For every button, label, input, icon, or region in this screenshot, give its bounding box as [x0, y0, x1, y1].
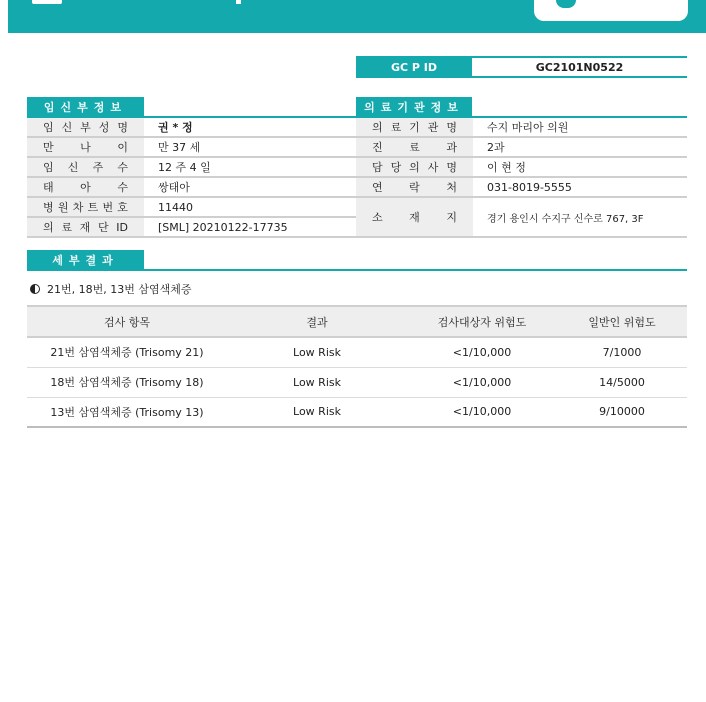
key-char: 명	[446, 121, 457, 134]
company-logo	[534, 0, 688, 21]
key-char: 원	[57, 201, 69, 214]
cell-result: Low Risk	[227, 367, 407, 397]
institution-info-value: 수지 마리아 의원	[487, 121, 569, 134]
key-char: 수	[117, 161, 128, 174]
key-char: 수	[117, 181, 128, 194]
half-circle-icon	[30, 284, 40, 294]
key-char: 병	[43, 201, 54, 214]
key-char: 료	[390, 121, 402, 134]
key-char: 재	[79, 221, 91, 234]
key-char: 호	[117, 201, 128, 214]
patient-info-value: 11440	[158, 200, 193, 214]
key-char: 이	[117, 141, 128, 154]
patient-info-key	[27, 118, 144, 136]
key-char: 만	[43, 141, 54, 154]
cell-result: Low Risk	[227, 337, 407, 367]
key-char: 담	[372, 161, 383, 174]
patient-info-key	[27, 198, 144, 216]
banner-logo-fragment	[32, 0, 62, 4]
key-char: 소	[372, 211, 383, 224]
key-char: 연	[372, 181, 383, 194]
institution-info-row	[356, 178, 687, 198]
cell-general-risk: 7/1000	[557, 337, 687, 367]
key-char: 임	[43, 161, 54, 174]
result-header-row	[27, 306, 687, 337]
cell-general-risk: 9/10000	[557, 397, 687, 427]
patient-info-tab: 임신부정보	[27, 97, 144, 116]
cell-subject-risk: <1/10,000	[407, 337, 557, 367]
institution-info-key	[356, 158, 473, 176]
key-char: 명	[117, 121, 128, 134]
table-row	[27, 397, 687, 427]
institution-info-tab: 의료기관정보	[356, 97, 472, 116]
key-char: 락	[409, 181, 420, 194]
cell-result: Low Risk	[227, 397, 407, 427]
key-char: 료	[61, 221, 72, 234]
key-char: 번	[102, 201, 114, 214]
key-char: 재	[409, 211, 420, 224]
key-char: 처	[446, 181, 457, 194]
column-header: 일반인 위험도	[557, 306, 687, 337]
cell-item: 13번 삼염색체증 (Trisomy 13)	[27, 397, 227, 427]
key-char: 의	[409, 161, 420, 174]
cell-item: 21번 삼염색체증 (Trisomy 21)	[27, 337, 227, 367]
institution-info-value: 이 현 정	[487, 161, 526, 174]
key-char: 지	[446, 211, 457, 224]
patient-info-row	[27, 178, 357, 198]
institution-info-row	[356, 198, 687, 238]
patient-info-value: 쌍태아	[158, 181, 190, 194]
patient-info-value: 권 * 정	[158, 121, 193, 134]
institution-info-row	[356, 158, 687, 178]
institution-info-row	[356, 138, 687, 158]
key-char: 단	[97, 221, 109, 234]
institution-info-value: 2과	[487, 141, 505, 154]
gcp-id-box	[356, 56, 687, 78]
patient-info-row	[27, 138, 357, 158]
cell-subject-risk: <1/10,000	[407, 397, 557, 427]
patient-info-value: 만 37 세	[158, 141, 201, 154]
column-header: 검사대상자 위험도	[407, 306, 557, 337]
key-char: 신	[67, 161, 79, 174]
key-char: 의	[43, 221, 54, 234]
key-char: 성	[98, 121, 110, 134]
banner-divider-fragment	[236, 0, 241, 4]
institution-info-key	[356, 198, 473, 236]
logo-mark-icon	[556, 0, 576, 8]
institution-info-key	[356, 118, 473, 136]
institution-info-key	[356, 178, 473, 196]
institution-info-key	[356, 138, 473, 156]
result-table	[27, 305, 687, 428]
patient-info-key	[27, 158, 144, 176]
details-underline	[27, 269, 687, 271]
gcp-id-value: GC2101N0522	[535, 60, 624, 74]
details-bullet	[30, 281, 191, 297]
key-char: 차	[72, 201, 84, 214]
gcp-id-label: GC P ID	[356, 58, 472, 76]
patient-info-key	[27, 138, 144, 156]
key-char: 주	[92, 161, 104, 174]
key-char: 과	[446, 141, 457, 154]
cell-general-risk: 14/5000	[557, 367, 687, 397]
table-row	[27, 367, 687, 397]
key-char: 당	[390, 161, 402, 174]
key-char: 료	[409, 141, 420, 154]
key-char: 관	[427, 121, 439, 134]
top-banner	[8, 0, 706, 33]
institution-info-value: 031-8019-5555	[487, 180, 572, 194]
details-tab: 세부결과	[27, 250, 144, 269]
patient-info-key	[27, 178, 144, 196]
cell-item: 18번 삼염색체증 (Trisomy 18)	[27, 367, 227, 397]
patient-info-row	[27, 158, 357, 178]
key-char: 아	[80, 181, 91, 194]
institution-info-table	[356, 118, 687, 238]
key-char: 기	[409, 121, 420, 134]
key-char: 임	[43, 121, 54, 134]
cell-subject-risk: <1/10,000	[407, 367, 557, 397]
key-char: 의	[372, 121, 383, 134]
patient-info-table	[27, 118, 357, 238]
details-bullet-text: 21번, 18번, 13번 삼염색체증	[47, 283, 192, 296]
patient-info-value: [SML] 20210122-17735	[158, 220, 288, 234]
patient-info-row	[27, 118, 357, 138]
key-char: 부	[80, 121, 91, 134]
patient-info-key	[27, 218, 144, 236]
patient-info-row	[27, 218, 357, 238]
key-char: ID	[116, 220, 128, 234]
patient-info-value: 12 주 4 일	[158, 161, 211, 174]
key-char: 태	[43, 181, 54, 194]
institution-info-row	[356, 118, 687, 138]
key-char: 신	[61, 121, 73, 134]
column-header: 결과	[227, 306, 407, 337]
institution-info-value: 경기 용인시 수지구 신수로 767, 3F	[487, 213, 644, 225]
key-char: 명	[446, 161, 457, 174]
key-char: 트	[87, 201, 99, 214]
key-char: 나	[80, 141, 91, 154]
key-char: 사	[427, 161, 439, 174]
column-header: 검사 항목	[27, 306, 227, 337]
key-char: 진	[372, 141, 383, 154]
table-row	[27, 337, 687, 367]
patient-info-row	[27, 198, 357, 218]
